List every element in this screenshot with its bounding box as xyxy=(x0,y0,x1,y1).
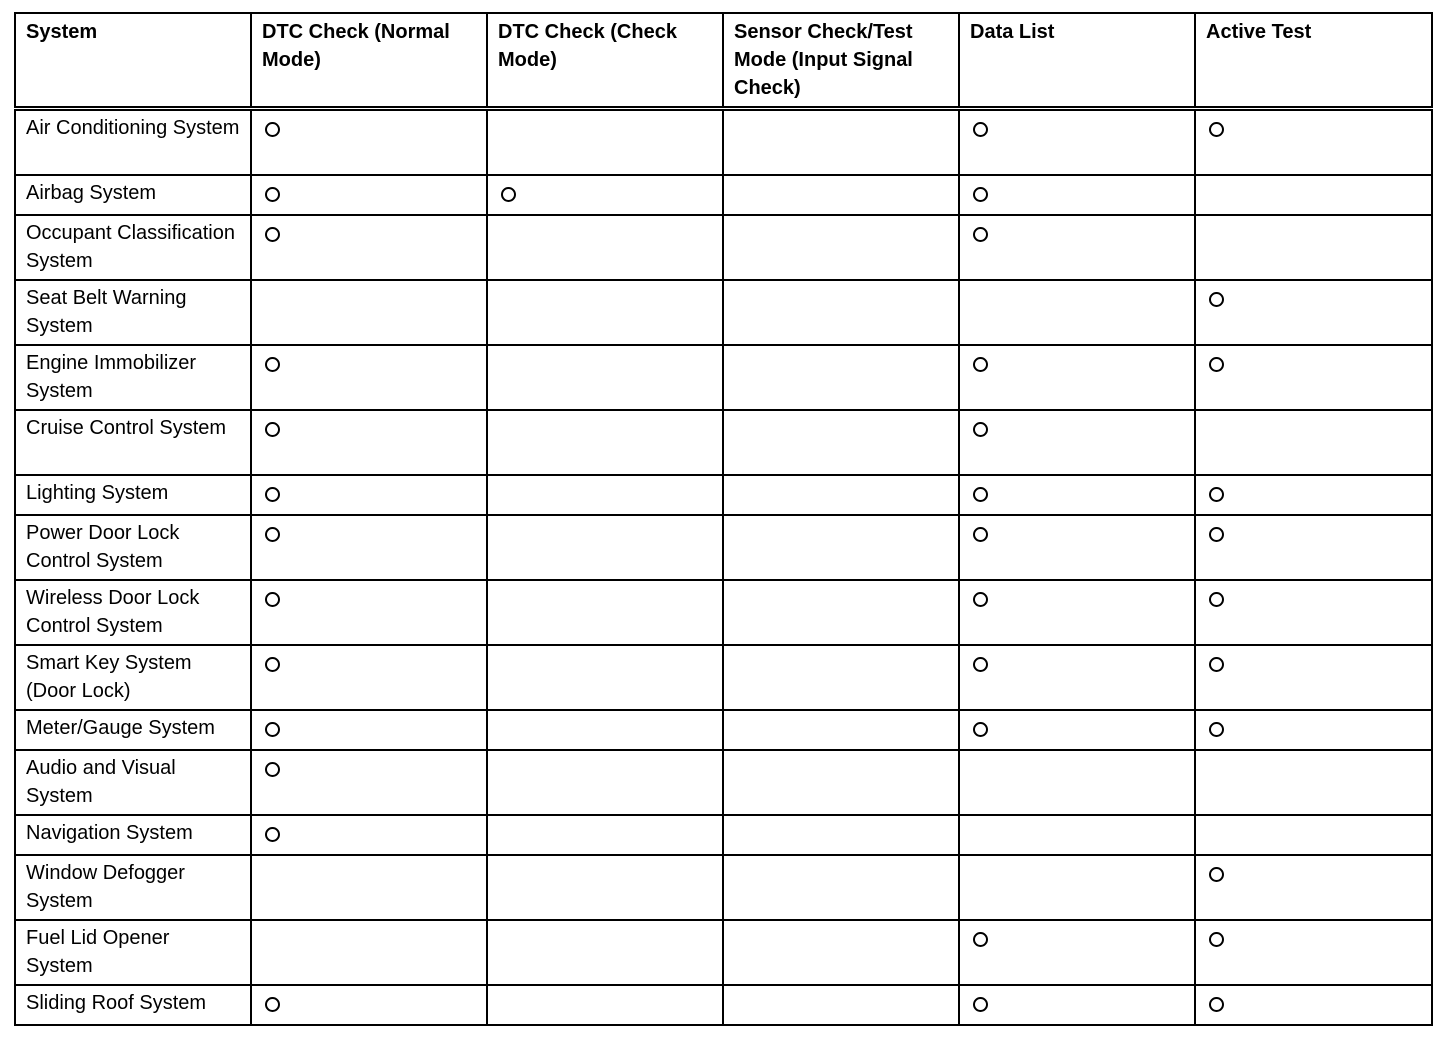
circle-mark-icon xyxy=(265,997,280,1012)
function-cell xyxy=(487,645,723,710)
circle-mark-icon xyxy=(265,227,280,242)
circle-mark-icon xyxy=(265,357,280,372)
circle-mark-icon xyxy=(501,187,516,202)
header-sensor-check: Sensor Check/Test Mode (Input Signal Check) xyxy=(723,13,959,109)
function-cell xyxy=(959,855,1195,920)
table-row xyxy=(15,920,1432,985)
function-cell xyxy=(723,920,959,985)
system-name-cell: Seat Belt Warning System xyxy=(15,280,251,345)
function-cell xyxy=(487,475,723,515)
function-cell xyxy=(487,750,723,815)
header-dtc-check-normal: DTC Check (Normal Mode) xyxy=(251,13,487,109)
function-cell xyxy=(1195,175,1432,215)
table-row xyxy=(15,750,1432,815)
function-cell xyxy=(959,109,1195,176)
function-cell xyxy=(1195,920,1432,985)
circle-mark-icon xyxy=(973,227,988,242)
table-row xyxy=(15,175,1432,215)
table-row xyxy=(15,475,1432,515)
table-row xyxy=(15,215,1432,280)
function-cell xyxy=(959,920,1195,985)
table-row xyxy=(15,109,1432,176)
function-cell xyxy=(959,815,1195,855)
function-cell xyxy=(487,815,723,855)
circle-mark-icon xyxy=(973,357,988,372)
circle-mark-icon xyxy=(1209,122,1224,137)
circle-mark-icon xyxy=(265,122,280,137)
circle-mark-icon xyxy=(265,527,280,542)
function-cell xyxy=(487,855,723,920)
function-cell xyxy=(251,920,487,985)
circle-mark-icon xyxy=(973,187,988,202)
system-name-cell: Window Defogger System xyxy=(15,855,251,920)
function-cell xyxy=(487,580,723,645)
function-cell xyxy=(1195,855,1432,920)
function-cell xyxy=(723,475,959,515)
table-row xyxy=(15,345,1432,410)
circle-mark-icon xyxy=(265,827,280,842)
function-cell xyxy=(251,280,487,345)
system-name-cell: Airbag System xyxy=(15,175,251,215)
table-row xyxy=(15,710,1432,750)
function-cell xyxy=(251,815,487,855)
header-system: System xyxy=(15,13,251,109)
circle-mark-icon xyxy=(1209,997,1224,1012)
function-cell xyxy=(251,750,487,815)
function-cell xyxy=(251,410,487,475)
function-cell xyxy=(1195,645,1432,710)
system-name-cell: Occupant Classification System xyxy=(15,215,251,280)
table-row xyxy=(15,580,1432,645)
function-cell xyxy=(1195,109,1432,176)
circle-mark-icon xyxy=(973,657,988,672)
function-cell xyxy=(1195,215,1432,280)
function-cell xyxy=(959,215,1195,280)
function-cell xyxy=(723,580,959,645)
function-cell xyxy=(959,345,1195,410)
circle-mark-icon xyxy=(1209,292,1224,307)
system-name-cell: Meter/Gauge System xyxy=(15,710,251,750)
circle-mark-icon xyxy=(265,762,280,777)
function-cell xyxy=(959,985,1195,1025)
function-cell xyxy=(251,985,487,1025)
header-data-list: Data List xyxy=(959,13,1195,109)
function-cell xyxy=(251,515,487,580)
function-cell xyxy=(959,710,1195,750)
function-cell xyxy=(959,515,1195,580)
function-cell xyxy=(487,215,723,280)
circle-mark-icon xyxy=(265,487,280,502)
function-cell xyxy=(251,475,487,515)
function-cell xyxy=(723,985,959,1025)
system-name-cell: Smart Key System (Door Lock) xyxy=(15,645,251,710)
circle-mark-icon xyxy=(265,592,280,607)
function-cell xyxy=(723,175,959,215)
function-cell xyxy=(959,475,1195,515)
function-cell xyxy=(487,175,723,215)
function-cell xyxy=(251,580,487,645)
function-cell xyxy=(723,515,959,580)
circle-mark-icon xyxy=(973,487,988,502)
function-cell xyxy=(723,855,959,920)
function-cell xyxy=(487,515,723,580)
function-cell xyxy=(251,175,487,215)
function-cell xyxy=(723,750,959,815)
table-body xyxy=(15,109,1432,1026)
function-cell xyxy=(251,645,487,710)
function-cell xyxy=(959,580,1195,645)
system-name-cell: Fuel Lid Opener System xyxy=(15,920,251,985)
circle-mark-icon xyxy=(973,997,988,1012)
function-cell xyxy=(723,410,959,475)
function-cell xyxy=(1195,345,1432,410)
function-cell xyxy=(1195,985,1432,1025)
table-row xyxy=(15,280,1432,345)
function-cell xyxy=(723,645,959,710)
circle-mark-icon xyxy=(265,657,280,672)
circle-mark-icon xyxy=(265,187,280,202)
system-name-cell: Power Door Lock Control System xyxy=(15,515,251,580)
function-cell xyxy=(1195,580,1432,645)
function-cell xyxy=(251,710,487,750)
system-name-cell: Engine Immobilizer System xyxy=(15,345,251,410)
function-cell xyxy=(1195,815,1432,855)
function-cell xyxy=(487,920,723,985)
circle-mark-icon xyxy=(1209,527,1224,542)
system-name-cell: Navigation System xyxy=(15,815,251,855)
function-cell xyxy=(959,175,1195,215)
table-row xyxy=(15,855,1432,920)
circle-mark-icon xyxy=(973,722,988,737)
function-cell xyxy=(723,815,959,855)
function-cell xyxy=(487,109,723,176)
function-cell xyxy=(959,410,1195,475)
function-cell xyxy=(1195,710,1432,750)
circle-mark-icon xyxy=(1209,722,1224,737)
header-dtc-check-check-mode: DTC Check (Check Mode) xyxy=(487,13,723,109)
function-cell xyxy=(487,280,723,345)
function-cell xyxy=(959,280,1195,345)
table-row xyxy=(15,410,1432,475)
circle-mark-icon xyxy=(1209,592,1224,607)
function-cell xyxy=(251,855,487,920)
system-name-cell: Wireless Door Lock Control System xyxy=(15,580,251,645)
circle-mark-icon xyxy=(973,527,988,542)
circle-mark-icon xyxy=(1209,357,1224,372)
function-cell xyxy=(723,345,959,410)
function-cell xyxy=(251,345,487,410)
system-function-table xyxy=(14,12,1433,1026)
function-cell xyxy=(723,109,959,176)
table-row xyxy=(15,815,1432,855)
function-cell xyxy=(1195,515,1432,580)
table-row xyxy=(15,985,1432,1025)
circle-mark-icon xyxy=(973,592,988,607)
header-active-test: Active Test xyxy=(1195,13,1432,109)
circle-mark-icon xyxy=(1209,867,1224,882)
circle-mark-icon xyxy=(1209,487,1224,502)
function-cell xyxy=(251,109,487,176)
system-name-cell: Lighting System xyxy=(15,475,251,515)
table-row xyxy=(15,515,1432,580)
function-cell xyxy=(723,280,959,345)
function-cell xyxy=(487,985,723,1025)
function-cell xyxy=(723,710,959,750)
table-header-row xyxy=(15,13,1432,109)
table-row xyxy=(15,645,1432,710)
system-name-cell: Air Conditioning System xyxy=(15,109,251,176)
function-cell xyxy=(487,410,723,475)
circle-mark-icon xyxy=(265,722,280,737)
circle-mark-icon xyxy=(1209,657,1224,672)
circle-mark-icon xyxy=(973,122,988,137)
system-name-cell: Cruise Control System xyxy=(15,410,251,475)
function-cell xyxy=(959,645,1195,710)
function-cell xyxy=(251,215,487,280)
function-cell xyxy=(487,345,723,410)
system-name-cell: Sliding Roof System xyxy=(15,985,251,1025)
function-cell xyxy=(723,215,959,280)
function-cell xyxy=(487,710,723,750)
circle-mark-icon xyxy=(265,422,280,437)
function-cell xyxy=(1195,750,1432,815)
circle-mark-icon xyxy=(1209,932,1224,947)
function-cell xyxy=(1195,475,1432,515)
function-cell xyxy=(959,750,1195,815)
circle-mark-icon xyxy=(973,422,988,437)
function-cell xyxy=(1195,410,1432,475)
circle-mark-icon xyxy=(973,932,988,947)
system-name-cell: Audio and Visual System xyxy=(15,750,251,815)
function-cell xyxy=(1195,280,1432,345)
